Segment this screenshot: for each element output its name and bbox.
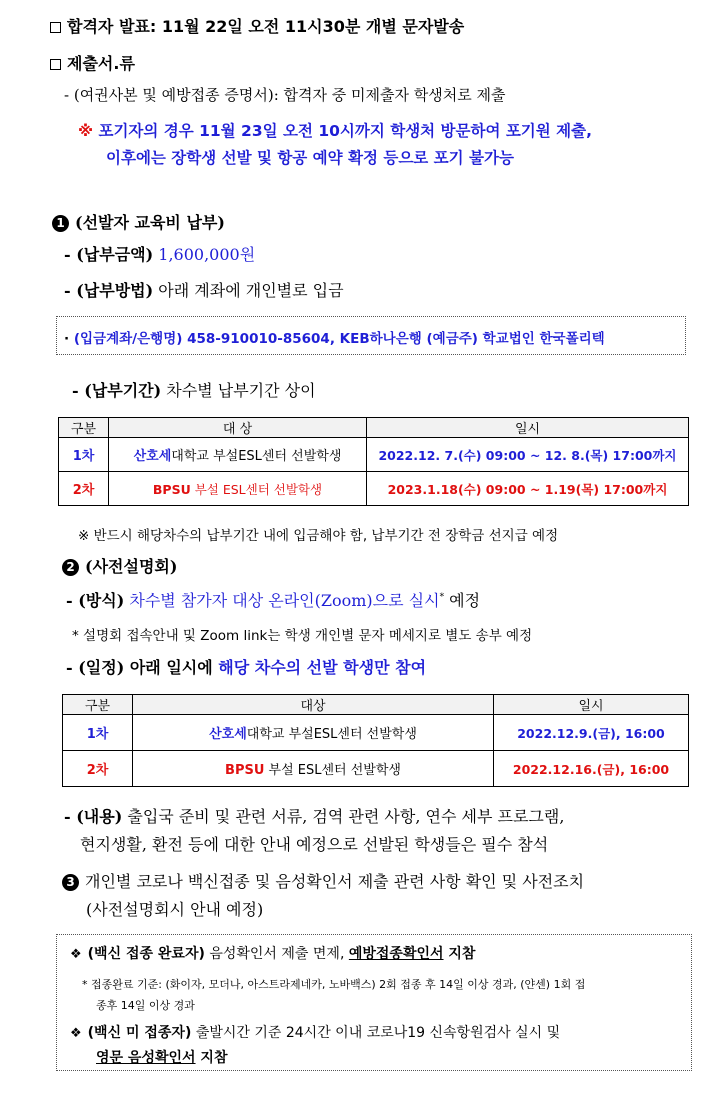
tuition-amount: 1,600,000원 (158, 245, 256, 264)
withdraw-note-2: 이후에는 장학생 선발 및 항공 예약 확정 등으로 포기 불가능 (106, 149, 514, 167)
number-circle-2-icon: 2 (62, 559, 79, 576)
tuition-amount-line: - (납부금액) 1,600,000원 (64, 245, 256, 264)
documents-line: - (여권사본 및 예방접종 증명서): 합격자 중 미제출자 학생처로 제출 (64, 86, 506, 104)
briefing-content-1: - (내용) 출입국 준비 및 관련 서류, 검역 관련 사항, 연수 세부 프로그램, (64, 807, 565, 826)
vaccinated-note-2: 종후 14일 이상 경과 (96, 999, 195, 1012)
covid-subheading: (사전설명회시 안내 예정) (86, 900, 264, 919)
table-row: 2차 BPSU 부설 ESL센터 선발학생 2023.1.18(수) 09:00 ~ 1.19(목) 17:00까지 (59, 472, 689, 506)
unvaccinated-line-2: 영문 음성확인서 지참 (96, 1050, 228, 1066)
briefing-schedule-line: - (일정) 아래 일시에 해당 차수의 선발 학생만 참여 (66, 658, 427, 677)
payment-note: ※ 반드시 해당차수의 납부기간 내에 입금해야 함, 납부기간 전 장학금 선지급 예정 (78, 528, 559, 544)
account-info: · (입금계좌/은행명) 458-910010-85604, KEB하나은행 (예금주) 학교법인 한국폴리텍 (64, 331, 605, 347)
table-header-row: 구분 대상 일시 (63, 695, 689, 715)
vaccinated-note-1: * 접종완료 기준: (화이자, 모더나, 아스트라제네카, 노바백스) 2회 접종 후 14일 이상 경과, (얀센) 1회 접 (82, 978, 586, 991)
tuition-method-line: - (납부방법) 아래 계좌에 개인별로 입금 (64, 281, 344, 300)
briefing-heading: 2 (사전설명회) (62, 554, 177, 577)
number-circle-1-icon: 1 (52, 215, 69, 232)
table-row: 1차 산호세대학교 부설ESL센터 선발학생 2022.12.9.(금), 16:00 (63, 715, 689, 751)
table-row: 1차 산호세대학교 부설ESL센터 선발학생 2022.12. 7.(수) 09:00 ~ 12. 8.(목) 17:00까지 (59, 438, 689, 472)
diamond-bullet-icon: ❖ (70, 1026, 82, 1041)
number-circle-3-icon: 3 (62, 874, 79, 891)
table-header-row: 구분 대 상 일시 (59, 418, 689, 438)
announcement-line: 합격자 발표: 11월 22일 오전 11시30분 개별 문자발송 (50, 14, 464, 37)
briefing-content-2: 현지생활, 환전 등에 대한 안내 예정으로 선발된 학생들은 필수 참석 (80, 835, 549, 854)
payment-table (58, 417, 689, 506)
tuition-heading: 1 (선발자 교육비 납부) (52, 210, 225, 233)
table-row: 2차 BPSU 부설 ESL센터 선발학생 2022.12.16.(금), 16:00 (63, 751, 689, 787)
withdraw-note-1: ※ 포기자의 경우 11월 23일 오전 10시까지 학생처 방문하여 포기원 제출, (78, 122, 592, 140)
covid-heading: 3 개인별 코로나 백신접종 및 음성확인서 제출 관련 사항 확인 및 사전조치 (62, 869, 584, 892)
checkbox-square-icon (50, 59, 61, 70)
unvaccinated-line: ❖ (백신 미 접종자) 출발시간 기준 24시간 이내 코로나19 신속항원검사 실시 및 (70, 1025, 561, 1041)
diamond-bullet-icon: ❖ (70, 947, 82, 962)
checkbox-square-icon (50, 22, 61, 33)
briefing-footnote: * 설명회 접속안내 및 Zoom link는 학생 개인별 문자 메세지로 별도 송부 예정 (72, 628, 533, 644)
documents-heading: 제출서.류 (50, 51, 135, 74)
briefing-table (62, 694, 689, 787)
briefing-method-line: - (방식) 차수별 참가자 대상 온라인(Zoom)으로 실시* 예정 (66, 591, 481, 610)
vaccinated-line: ❖ (백신 접종 완료자) 음성확인서 제출 면제, 예방접종확인서 지참 (70, 946, 476, 962)
payment-period-line: - (납부기간) 차수별 납부기간 상이 (72, 381, 316, 400)
reference-mark: ※ (78, 122, 94, 140)
